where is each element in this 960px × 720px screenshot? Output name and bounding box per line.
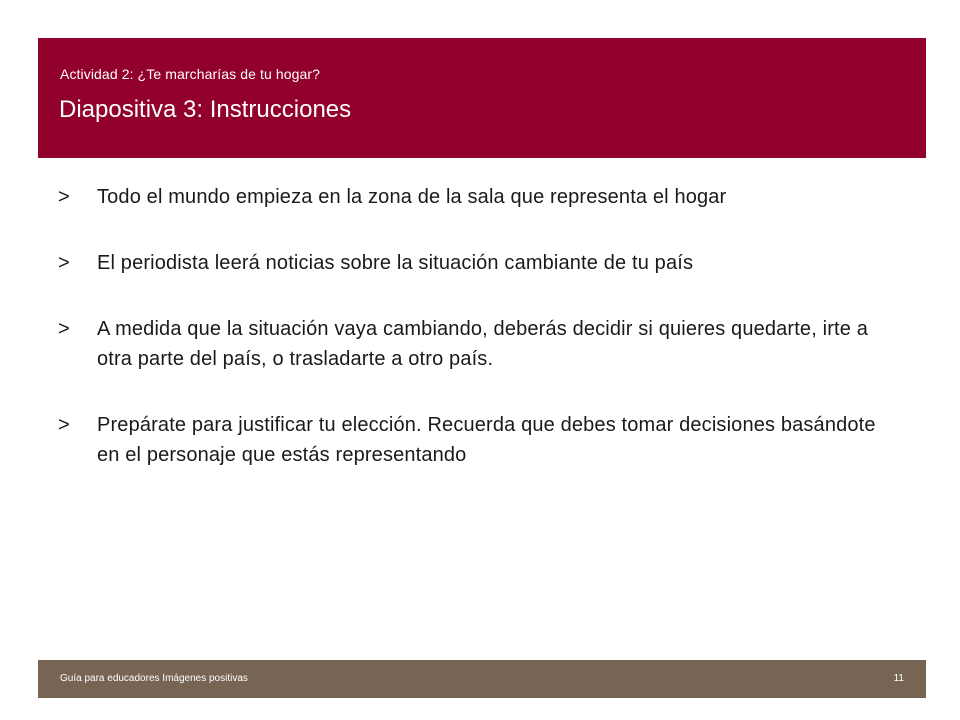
instruction-item — [58, 182, 898, 212]
instruction-text: Todo el mundo empieza en la zona de la sala que representa el hogar — [97, 186, 727, 208]
instruction-text: El periodista leerá noticias sobre la situación cambiante de tu país — [97, 252, 694, 274]
footer-source: Guía para educadores Imágenes positivas — [60, 673, 248, 684]
instruction-item — [58, 410, 898, 470]
bullet-marker: > — [58, 318, 70, 340]
instructions-list — [58, 182, 898, 506]
slide-header — [38, 38, 926, 158]
instruction-text: A medida que la situación vaya cambiando, deberás decidir si quieres quedarte, irte a otra parte del país, o trasladarte a otro país. — [97, 318, 868, 370]
slide-title: Diapositiva 3: Instrucciones — [59, 96, 352, 123]
bullet-marker: > — [58, 414, 70, 436]
bullet-marker: > — [58, 252, 70, 274]
instruction-item — [58, 248, 898, 278]
instruction-text: Prepárate para justificar tu elección. Recuerda que debes tomar decisiones basándote en el personaje que estás representando — [97, 414, 876, 466]
slide-footer — [38, 660, 926, 698]
page-number: 11 — [893, 673, 904, 684]
instruction-item — [58, 314, 898, 374]
bullet-marker: > — [58, 186, 70, 208]
activity-subtitle: Actividad 2: ¿Te marcharías de tu hogar? — [60, 66, 321, 82]
